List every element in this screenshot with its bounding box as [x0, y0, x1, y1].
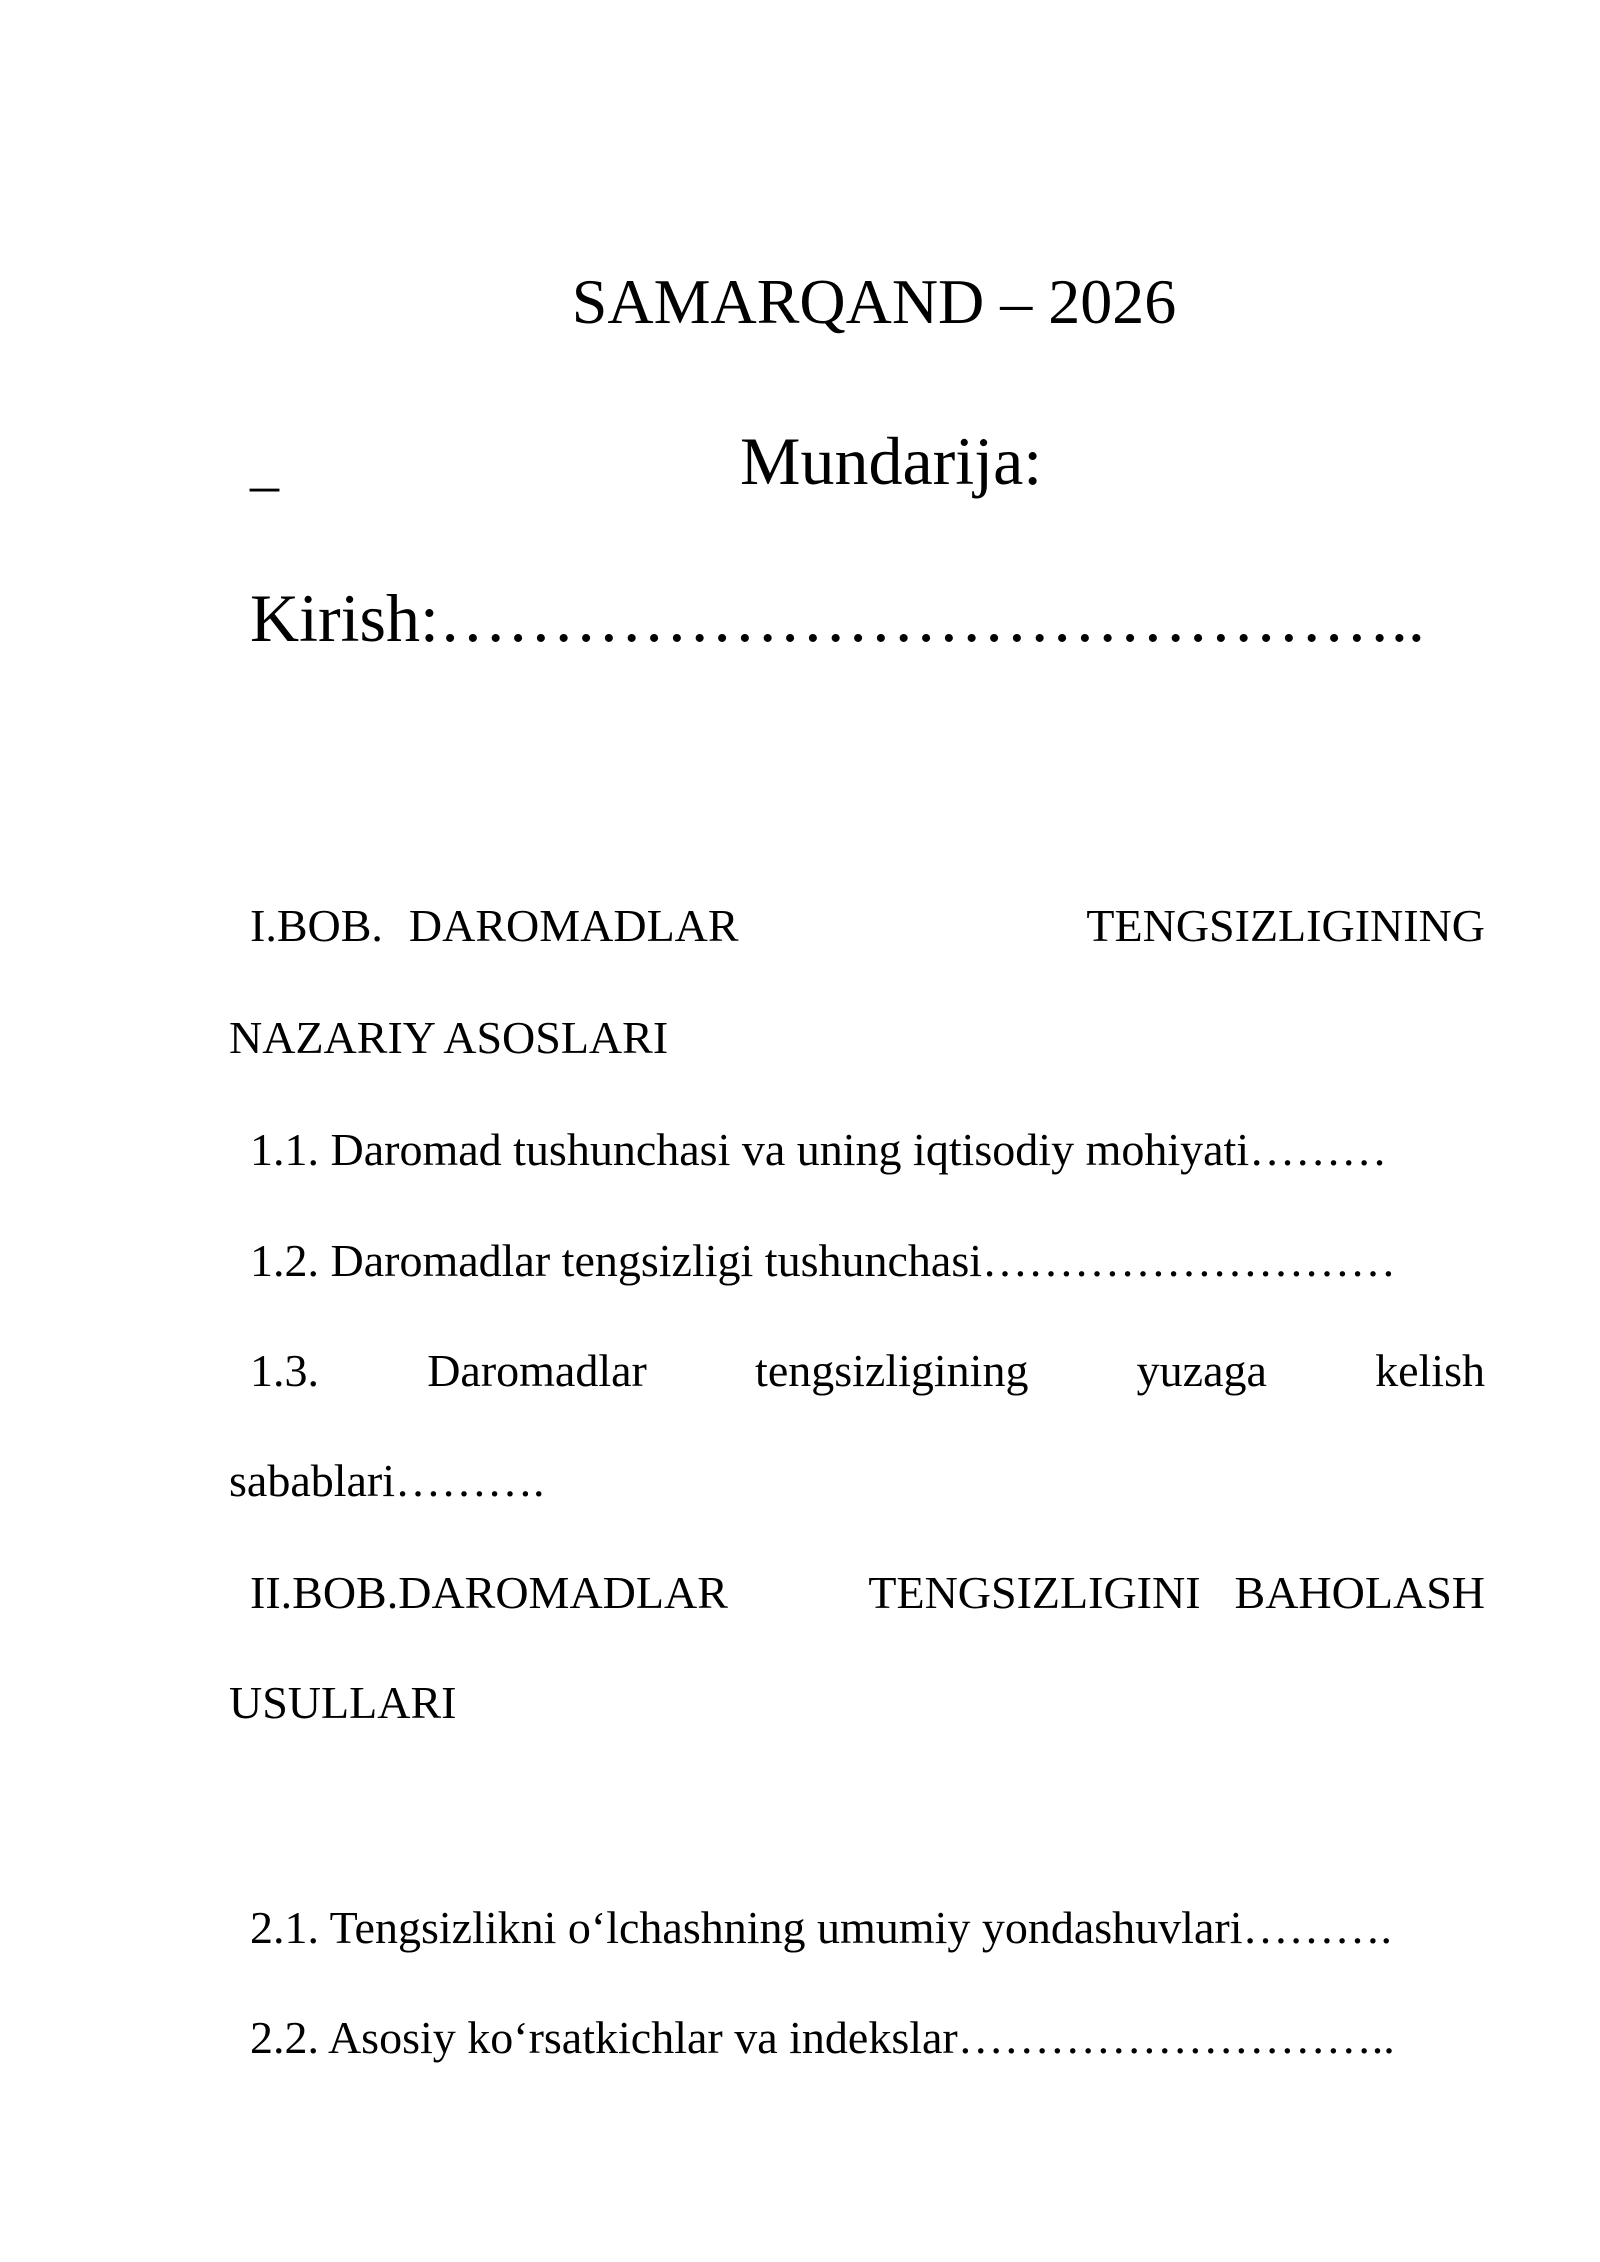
toc-item-1-3-line2: sabablari………. — [229, 1455, 545, 1506]
chapter2-word-tengsizligini: TENGSIZLIGINI — [868, 1567, 1201, 1618]
toc-item-1-3-word: Daromadlar — [427, 1345, 647, 1396]
chapter1-word-tengsizligining: TENGSIZLIGINING — [1086, 900, 1485, 951]
toc-item-1-3-word: kelish — [1375, 1345, 1485, 1396]
toc-item-2-2: 2.2. Asosiy ko‘rsatkichlar va indekslar……………………….. — [250, 2012, 1395, 2063]
dash-mark: _ — [250, 432, 279, 497]
toc-item-1-1: 1.1. Daromad tushunchasi va uning iqtisodiy mohiyati……… — [250, 1124, 1388, 1175]
toc-item-1-3-word: yuzaga — [1136, 1345, 1267, 1396]
chapter1-label: I.BOB. — [250, 900, 383, 951]
toc-introduction-entry: Kirish:…………………………………….. — [250, 580, 1425, 656]
toc-chapter2-title-line2: USULLARI — [229, 1677, 457, 1728]
chapter2-word-baholash: BAHOLASH — [1234, 1567, 1485, 1618]
chapter2-label: II.BOB.DAROMADLAR — [250, 1567, 728, 1618]
toc-item-1-3-word: 1.3. — [250, 1345, 319, 1396]
toc-chapter1-title-line1 — [250, 896, 1485, 956]
toc-item-1-3-word: tengsizligining — [755, 1345, 1029, 1396]
toc-item-2-1: 2.1. Tengsizlikni o‘lchashning umumiy yondashuvlari………. — [250, 1902, 1392, 1953]
table-of-contents-title: Mundarija: — [740, 423, 1043, 499]
chapter1-word-daromadlar: DAROMADLAR — [408, 900, 739, 951]
toc-item-1-2: 1.2. Daromadlar tengsizligi tushunchasi……………………… — [250, 1235, 1397, 1286]
city-year-heading: SAMARQAND – 2026 — [571, 266, 1177, 337]
toc-chapter2-title-line1 — [250, 1563, 1485, 1623]
toc-item-1-3-line1 — [250, 1341, 1485, 1401]
toc-chapter1-title-line2: NAZARIY ASOSLARI — [229, 1012, 669, 1063]
